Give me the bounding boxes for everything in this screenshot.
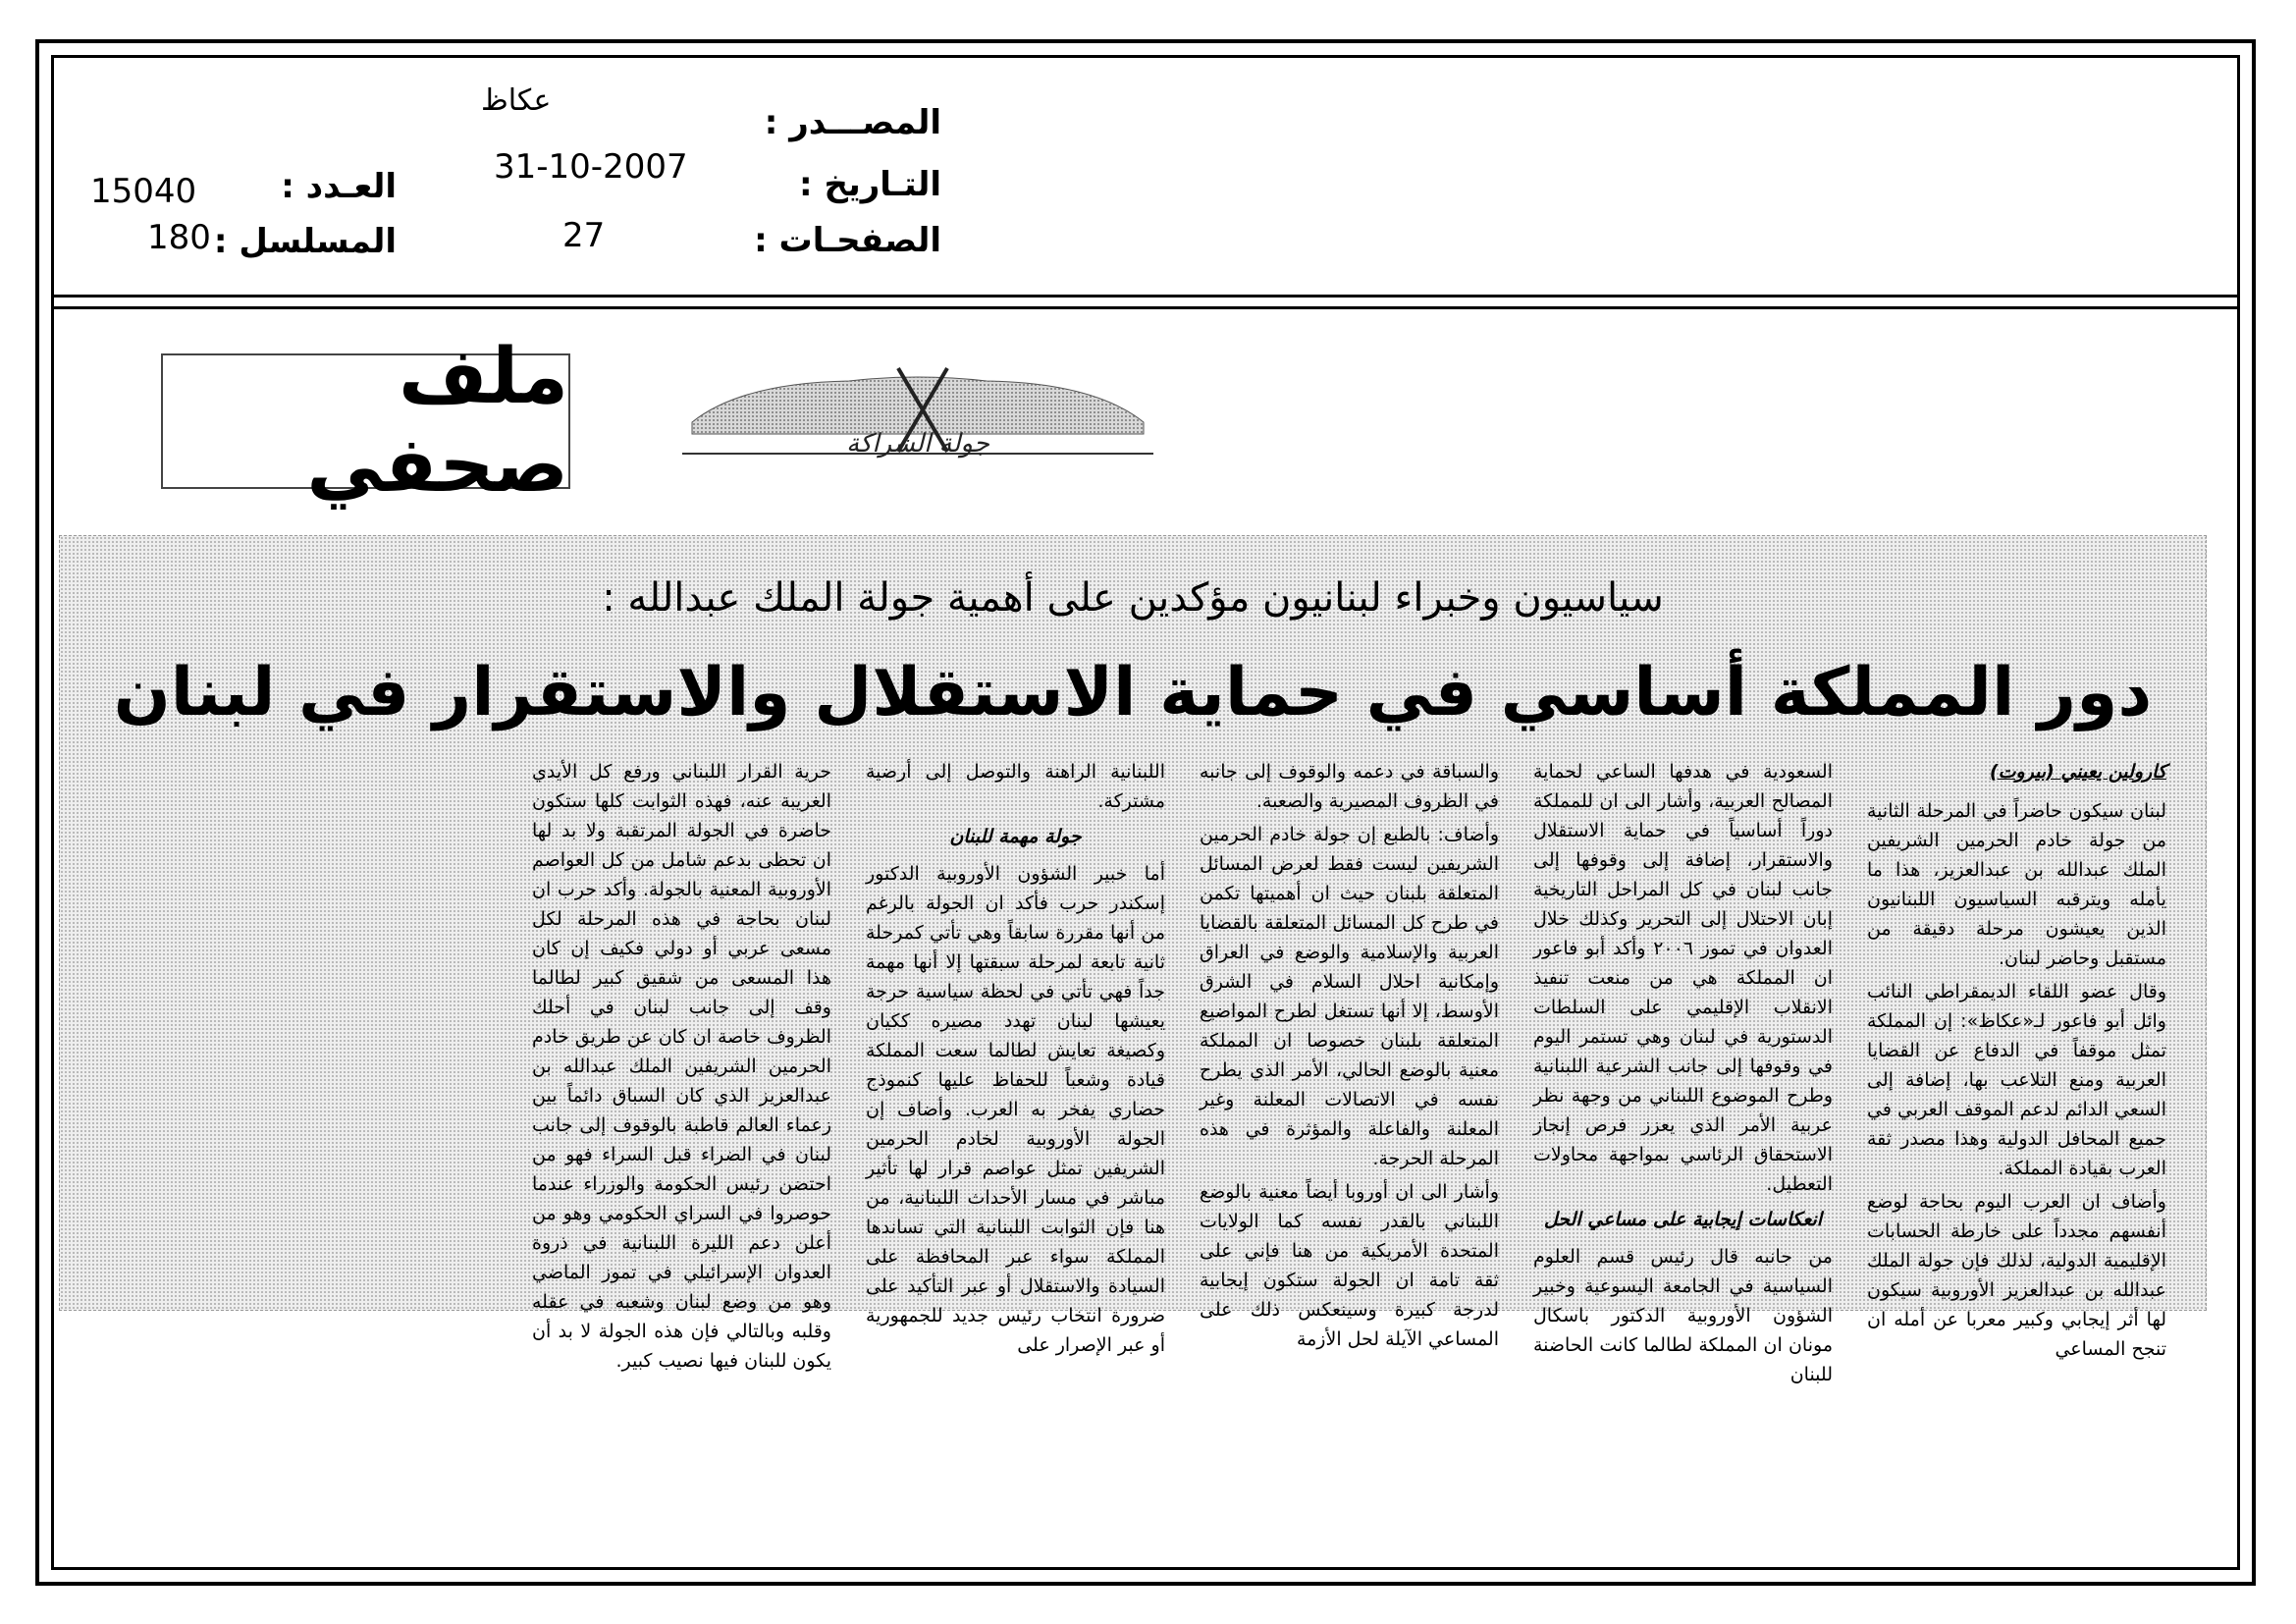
pages-label: الصفحـات :: [754, 221, 941, 260]
paragraph: اللبنانية الراهنة والتوصل إلى أرضية مشتركة.: [866, 761, 1165, 812]
press-file-label: ملف صحفي: [306, 333, 568, 510]
article-column-4: [866, 757, 1165, 1364]
article-column-2: [1533, 757, 1833, 1393]
tour-logo-text: جولة الشراكة: [846, 429, 989, 459]
serial-label: المسلسل :: [213, 222, 397, 261]
serial-value: 180: [147, 218, 211, 257]
date-label: التـاريخ :: [799, 165, 941, 204]
paragraph: لبنان سيكون حاضراً في المرحلة الثانية من جولة خادم الحرمين الشريفين الملك عبدالله بن عبدالعزيز، هذا ما يأمله ويترقبه السياسيون اللبنانيون الذين يعيشون مرحلة دقيقة من مستقبل وحاضر لبنان.: [1867, 800, 2166, 969]
article-byline: كارولين يعيني (بيروت): [1989, 761, 2166, 783]
paragraph: حرية القرار اللبناني ورفع كل الأيدي الغريبة عنه، فهذه الثوابت كلها ستكون حاضرة في الجولة المرتقبة ولا بد لها ان تحظى بدعم شامل من كل العواصم الأوروبية المعنية بالجولة. وأكد حرب ان لبنان بحاجة في هذه المرحلة لكل مسعى عربي أو دولي فكيف إن كان هذا المسعى من شقيق كبير لطالما وقف إلى جانب لبنان في أحلك الظروف خاصة ان كان عن طريق خادم الحرمين الشريفين الملك عبدالله بن عبدالعزيز الذي كان السباق دائماً بين زعماء العالم قاطبة بالوقوف إلى جانب لبنان في الضراء قبل السراء فهو من احتضن رئيس الحكومة والوزراء عندما حوصروا في السراي الحكومي وهو من أعلن دعم الليرة اللبنانية في ذروة العدوان الإسرائيلي في تموز الماضي وهو من وضع لبنان وشعبه في عقله وقلبه وبالتالي فإن هذه الجولة لا بد أن يكون للبنان فيها نصيب كبير.: [532, 761, 831, 1372]
article-subhead: انعكاسات إيجابية على مساعي الحل: [1543, 1209, 1823, 1230]
paragraph: أما خبير الشؤون الأوروبية الدكتور إسكندر حرب فأكد ان الجولة بالرغم من أنها مقررة سابقاً وهي تأتي كمرحلة ثانية تابعة لمرحلة سبقتها إلا أنها مهمة جداً فهي تأتي في لحظة سياسية حرجة يعيشها لبنان تهدد مصيره ككيان وكصيغة تعايش لطالما سعت المملكة قيادة وشعباً للحفاظ عليها كنموذج حضاري يفخر به العرب. وأضاف إن الجولة الأوروبية لخادم الحرمين الشريفين تمثل عواصم قرار لها تأثير مباشر في مسار الأحداث اللبنانية، من هنا فإن الثوابت اللبنانية التي تساندها المملكة سواء عبر المحافظة على السيادة والاستقلال أو عبر التأكيد على ضرورة انتخاب رئيس جديد للجمهورية أو عبر الإصرار على: [866, 863, 1165, 1356]
pages-value: 27: [562, 216, 606, 255]
header-separator-double: [51, 306, 2240, 309]
paragraph: وقال عضو اللقاء الديمقراطي النائب وائل أبو فاعور لـ«عكاظ»: إن المملكة تمثل موقفاً في الدفاع عن القضايا العربية ومنع التلاعب بها، إضافة إلى السعي الدائم لدعم الموقف العربي في جميع المحافل الدولية وهذا مصدر ثقة العرب بقيادة المملكة.: [1867, 981, 2166, 1179]
source-label: المصـــدر :: [764, 103, 941, 142]
article-column-5: [532, 757, 831, 1380]
issue-value: 15040: [90, 172, 197, 211]
article-kicker: سياسيون وخبراء لبنانيون مؤكدين على أهمية جولة الملك عبدالله :: [602, 575, 1664, 621]
paragraph: وأضاف ان العرب اليوم بحاجة لوضع أنفسهم مجدداً على خارطة الحسابات الإقليمية الدولية، لذلك فإن جولة الملك عبدالله بن عبدالعزيز الأوروبية سيكون لها أثر إيجابي وكبير معربا عن أمله ان تنجح المساعي: [1867, 1191, 2166, 1360]
tour-logo: [653, 363, 1183, 471]
press-file-stamp: [161, 333, 570, 510]
article-column-3: [1200, 757, 1499, 1358]
date-value: 31-10-2007: [494, 147, 688, 187]
source-value: عكاظ: [481, 83, 552, 118]
issue-label: العـدد :: [281, 167, 397, 206]
article-headline: دور المملكة أساسي في حماية الاستقلال والاستقرار في لبنان: [113, 654, 2153, 731]
paragraph: وأشار الى ان أوروبا أيضاً معنية بالوضع اللبناني بالقدر نفسه كما الولايات المتحدة الأمريكية من هنا فإني على ثقة تامة ان الجولة ستكون إيجابية لدرجة كبيرة وسينعكس ذلك على المساعي الآيلة لحل الأزمة: [1200, 1181, 1499, 1350]
article-clipping: [59, 535, 2207, 1385]
header-separator: [51, 295, 2240, 298]
article-subhead: جولة مهمة للبنان: [949, 826, 1082, 847]
paragraph: من جانبه قال رئيس قسم العلوم السياسية في الجامعة اليسوعية وخبير الشؤون الأوروبية الدكتور باسكال مونان ان المملكة لطالما كانت الحاضنة للبنان: [1533, 1246, 1833, 1385]
paragraph: السعودية في هدفها الساعي لحماية المصالح العربية، وأشار الى ان للمملكة دوراً أساسياً في حماية الاستقلال والاستقرار، إضافة إلى وقوفها إلى جانب لبنان في كل المراحل التاريخية إبان الاحتلال إلى التحرير وكذلك خلال العدوان في تموز ٢٠٠٦ وأكد أبو فاعور ان المملكة هي من منعت تنفيذ الانقلاب الإقليمي على السلطات الدستورية في لبنان وهي تستمر اليوم في وقوفها إلى جانب الشرعية اللبنانية وطرح الموضوع اللبناني من وجهة نظر عربية الأمر الذي يعزز فرص إنجاز الاستحقاق الرئاسي بمواجهة محاولات التعطيل.: [1533, 761, 1833, 1195]
article-column-1: [1867, 757, 2166, 1368]
paragraph: وأضاف: بالطبع إن جولة خادم الحرمين الشريفين ليست فقط لعرض المسائل المتعلقة بلبنان حيث ان أهميتها تكمن في طرح كل المسائل المتعلقة بالقضايا العربية والإسلامية والوضع في العراق وإمكانية احلال السلام في الشرق الأوسط، إلا أنها تستغل لطرح المواضيع المتعلقة بلبنان خصوصا ان المملكة معنية بالوضع الحالي، الأمر الذي يطرح نفسه في الاتصالات المعلنة وغير المعلنة والفاعلة والمؤثرة في هذه المرحلة الحرجة.: [1200, 824, 1499, 1169]
paragraph: والسباقة في دعمه والوقوف إلى جانبه في الظروف المصيرية والصعبة.: [1200, 761, 1499, 812]
